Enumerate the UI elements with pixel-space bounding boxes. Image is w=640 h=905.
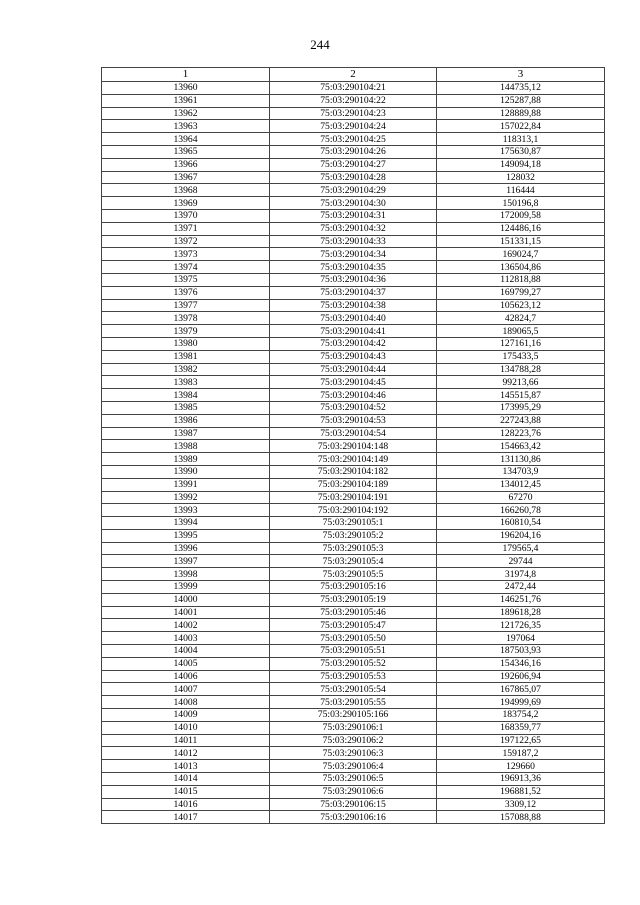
table-row (102, 235, 605, 248)
value-cell: 160810,54 (437, 517, 605, 530)
value-cell: 197064 (437, 632, 605, 645)
cadastral-number-cell: 75:03:290104:28 (270, 171, 437, 184)
cadastral-number-cell: 75:03:290104:43 (270, 350, 437, 363)
table-row (102, 94, 605, 107)
value-cell: 169799,27 (437, 286, 605, 299)
row-number-cell: 13998 (102, 568, 270, 581)
value-cell: 116444 (437, 184, 605, 197)
cadastral-number-cell: 75:03:290106:15 (270, 798, 437, 811)
table-row (102, 747, 605, 760)
table-row (102, 312, 605, 325)
cadastral-number-cell: 75:03:290106:5 (270, 773, 437, 786)
table-row (102, 542, 605, 555)
table-row (102, 721, 605, 734)
row-number-cell: 13973 (102, 248, 270, 261)
table-row (102, 248, 605, 261)
cadastral-number-cell: 75:03:290104:192 (270, 504, 437, 517)
value-cell: 196204,16 (437, 529, 605, 542)
value-cell: 168359,77 (437, 721, 605, 734)
row-number-cell: 13964 (102, 133, 270, 146)
row-number-cell: 13980 (102, 337, 270, 350)
table-row (102, 184, 605, 197)
table-row (102, 414, 605, 427)
page-number: 244 (310, 37, 330, 52)
table-row (102, 811, 605, 824)
table-row (102, 261, 605, 274)
table-row (102, 107, 605, 120)
cadastral-number-cell: 75:03:290104:41 (270, 325, 437, 338)
row-number-cell: 14017 (102, 811, 270, 824)
table-row (102, 197, 605, 210)
value-cell: 175630,87 (437, 145, 605, 158)
table-row (102, 350, 605, 363)
value-cell: 112818,88 (437, 273, 605, 286)
row-number-cell: 13992 (102, 491, 270, 504)
row-number-cell: 14000 (102, 593, 270, 606)
value-cell: 150196,8 (437, 197, 605, 210)
cadastral-number-cell: 75:03:290104:32 (270, 222, 437, 235)
value-cell: 169024,7 (437, 248, 605, 261)
cadastral-number-cell: 75:03:290105:1 (270, 517, 437, 530)
value-cell: 125287,88 (437, 94, 605, 107)
cadastral-number-cell: 75:03:290104:189 (270, 478, 437, 491)
row-number-cell: 13981 (102, 350, 270, 363)
value-cell: 67270 (437, 491, 605, 504)
cadastral-number-cell: 75:03:290106:1 (270, 721, 437, 734)
row-number-cell: 14005 (102, 657, 270, 670)
row-number-cell: 13990 (102, 465, 270, 478)
cadastral-number-cell: 75:03:290104:25 (270, 133, 437, 146)
cadastral-number-cell: 75:03:290105:2 (270, 529, 437, 542)
value-cell: 172009,58 (437, 209, 605, 222)
value-cell: 118313,1 (437, 133, 605, 146)
value-cell: 145515,87 (437, 389, 605, 402)
cadastral-number-cell: 75:03:290104:34 (270, 248, 437, 261)
cadastral-number-cell: 75:03:290104:40 (270, 312, 437, 325)
column-header: 3 (437, 68, 605, 82)
row-number-cell: 14007 (102, 683, 270, 696)
cadastral-number-cell: 75:03:290105:51 (270, 645, 437, 658)
row-number-cell: 13968 (102, 184, 270, 197)
cadastral-number-cell: 75:03:290105:16 (270, 581, 437, 594)
cadastral-number-cell: 75:03:290104:42 (270, 337, 437, 350)
table-row (102, 632, 605, 645)
value-cell: 196913,36 (437, 773, 605, 786)
table-header-row (102, 68, 605, 82)
table-row (102, 389, 605, 402)
row-number-cell: 13962 (102, 107, 270, 120)
table-row (102, 453, 605, 466)
cadastral-number-cell: 75:03:290104:26 (270, 145, 437, 158)
row-number-cell: 13985 (102, 401, 270, 414)
table-row (102, 133, 605, 146)
row-number-cell: 14014 (102, 773, 270, 786)
value-cell: 127161,16 (437, 337, 605, 350)
table-row (102, 773, 605, 786)
row-number-cell: 14003 (102, 632, 270, 645)
value-cell: 192606,94 (437, 670, 605, 683)
value-cell: 167865,07 (437, 683, 605, 696)
table-row (102, 427, 605, 440)
row-number-cell: 13961 (102, 94, 270, 107)
row-number-cell: 13963 (102, 120, 270, 133)
row-number-cell: 14006 (102, 670, 270, 683)
cadastral-number-cell: 75:03:290104:44 (270, 363, 437, 376)
table-row (102, 491, 605, 504)
row-number-cell: 13967 (102, 171, 270, 184)
value-cell: 227243,88 (437, 414, 605, 427)
row-number-cell: 13986 (102, 414, 270, 427)
cadastral-number-cell: 75:03:290104:182 (270, 465, 437, 478)
row-number-cell: 13976 (102, 286, 270, 299)
row-number-cell: 13979 (102, 325, 270, 338)
table-row (102, 158, 605, 171)
row-number-cell: 14008 (102, 696, 270, 709)
cadastral-number-cell: 75:03:290104:30 (270, 197, 437, 210)
value-cell: 124486,16 (437, 222, 605, 235)
table-row (102, 299, 605, 312)
row-number-cell: 13983 (102, 376, 270, 389)
cadastral-number-cell: 75:03:290104:191 (270, 491, 437, 504)
value-cell: 197122,65 (437, 734, 605, 747)
table-row (102, 785, 605, 798)
cadastral-number-cell: 75:03:290104:148 (270, 440, 437, 453)
table-row (102, 401, 605, 414)
row-number-cell: 14010 (102, 721, 270, 734)
row-number-cell: 13969 (102, 197, 270, 210)
cadastral-number-cell: 75:03:290104:54 (270, 427, 437, 440)
cadastral-number-cell: 75:03:290104:23 (270, 107, 437, 120)
table-row (102, 696, 605, 709)
value-cell: 129660 (437, 760, 605, 773)
row-number-cell: 13997 (102, 555, 270, 568)
table-row (102, 645, 605, 658)
value-cell: 196881,52 (437, 785, 605, 798)
value-cell: 194999,69 (437, 696, 605, 709)
value-cell: 154663,42 (437, 440, 605, 453)
column-header: 1 (102, 68, 270, 82)
cadastral-number-cell: 75:03:290106:3 (270, 747, 437, 760)
table-row (102, 619, 605, 632)
cadastral-number-cell: 75:03:290104:36 (270, 273, 437, 286)
cadastral-number-cell: 75:03:290105:47 (270, 619, 437, 632)
value-cell: 189618,28 (437, 606, 605, 619)
value-cell: 128889,88 (437, 107, 605, 120)
value-cell: 29744 (437, 555, 605, 568)
row-number-cell: 14016 (102, 798, 270, 811)
row-number-cell: 13972 (102, 235, 270, 248)
cadastral-number-cell: 75:03:290104:52 (270, 401, 437, 414)
table-row (102, 325, 605, 338)
value-cell: 136504,86 (437, 261, 605, 274)
cadastral-number-cell: 75:03:290104:37 (270, 286, 437, 299)
value-cell: 187503,93 (437, 645, 605, 658)
cadastral-number-cell: 75:03:290105:55 (270, 696, 437, 709)
cadastral-number-cell: 75:03:290104:31 (270, 209, 437, 222)
table-row (102, 478, 605, 491)
value-cell: 3309,12 (437, 798, 605, 811)
cadastral-number-cell: 75:03:290106:2 (270, 734, 437, 747)
value-cell: 121726,35 (437, 619, 605, 632)
row-number-cell: 13999 (102, 581, 270, 594)
row-number-cell: 13993 (102, 504, 270, 517)
cadastral-number-cell: 75:03:290104:45 (270, 376, 437, 389)
table-row (102, 273, 605, 286)
row-number-cell: 13991 (102, 478, 270, 491)
cadastral-number-cell: 75:03:290106:16 (270, 811, 437, 824)
value-cell: 146251,76 (437, 593, 605, 606)
table-row (102, 517, 605, 530)
value-cell: 149094,18 (437, 158, 605, 171)
value-cell: 128032 (437, 171, 605, 184)
table-row (102, 465, 605, 478)
cadastral-number-cell: 75:03:290105:53 (270, 670, 437, 683)
value-cell: 154346,16 (437, 657, 605, 670)
table-row (102, 760, 605, 773)
data-table (101, 67, 605, 824)
table-row (102, 529, 605, 542)
value-cell: 31974,8 (437, 568, 605, 581)
row-number-cell: 13971 (102, 222, 270, 235)
row-number-cell: 13960 (102, 82, 270, 95)
value-cell: 131130,86 (437, 453, 605, 466)
value-cell: 42824,7 (437, 312, 605, 325)
value-cell: 159187,2 (437, 747, 605, 760)
value-cell: 189065,5 (437, 325, 605, 338)
cadastral-number-cell: 75:03:290104:46 (270, 389, 437, 402)
cadastral-number-cell: 75:03:290106:6 (270, 785, 437, 798)
value-cell: 179565,4 (437, 542, 605, 555)
value-cell: 2472,44 (437, 581, 605, 594)
cadastral-number-cell: 75:03:290104:27 (270, 158, 437, 171)
row-number-cell: 14009 (102, 709, 270, 722)
table-row (102, 683, 605, 696)
cadastral-number-cell: 75:03:290105:3 (270, 542, 437, 555)
row-number-cell: 13994 (102, 517, 270, 530)
table-row (102, 376, 605, 389)
row-number-cell: 14012 (102, 747, 270, 760)
table-row (102, 363, 605, 376)
row-number-cell: 14004 (102, 645, 270, 658)
table-row (102, 593, 605, 606)
cadastral-number-cell: 75:03:290104:35 (270, 261, 437, 274)
row-number-cell: 13988 (102, 440, 270, 453)
cadastral-number-cell: 75:03:290105:54 (270, 683, 437, 696)
value-cell: 157022,84 (437, 120, 605, 133)
cadastral-number-cell: 75:03:290104:21 (270, 82, 437, 95)
row-number-cell: 13989 (102, 453, 270, 466)
value-cell: 175433,5 (437, 350, 605, 363)
cadastral-number-cell: 75:03:290104:149 (270, 453, 437, 466)
table-row (102, 670, 605, 683)
row-number-cell: 13995 (102, 529, 270, 542)
cadastral-number-cell: 75:03:290105:52 (270, 657, 437, 670)
row-number-cell: 14011 (102, 734, 270, 747)
cadastral-number-cell: 75:03:290105:46 (270, 606, 437, 619)
row-number-cell: 13965 (102, 145, 270, 158)
value-cell: 128223,76 (437, 427, 605, 440)
cadastral-number-cell: 75:03:290104:38 (270, 299, 437, 312)
value-cell: 183754,2 (437, 709, 605, 722)
cadastral-number-cell: 75:03:290104:24 (270, 120, 437, 133)
table-row (102, 606, 605, 619)
row-number-cell: 13987 (102, 427, 270, 440)
table-row (102, 798, 605, 811)
value-cell: 151331,15 (437, 235, 605, 248)
column-header: 2 (270, 68, 437, 82)
value-cell: 134703,9 (437, 465, 605, 478)
value-cell: 144735,12 (437, 82, 605, 95)
cadastral-number-cell: 75:03:290105:5 (270, 568, 437, 581)
cadastral-number-cell: 75:03:290104:33 (270, 235, 437, 248)
table-row (102, 209, 605, 222)
value-cell: 157088,88 (437, 811, 605, 824)
cadastral-number-cell: 75:03:290104:22 (270, 94, 437, 107)
row-number-cell: 13974 (102, 261, 270, 274)
row-number-cell: 13978 (102, 312, 270, 325)
row-number-cell: 14013 (102, 760, 270, 773)
row-number-cell: 14002 (102, 619, 270, 632)
table-row (102, 568, 605, 581)
row-number-cell: 13977 (102, 299, 270, 312)
table-row (102, 145, 605, 158)
row-number-cell: 13975 (102, 273, 270, 286)
table-row (102, 337, 605, 350)
value-cell: 99213,66 (437, 376, 605, 389)
value-cell: 166260,78 (437, 504, 605, 517)
table-row (102, 581, 605, 594)
value-cell: 134012,45 (437, 478, 605, 491)
cadastral-number-cell: 75:03:290105:166 (270, 709, 437, 722)
table-row (102, 504, 605, 517)
table-row (102, 734, 605, 747)
cadastral-number-cell: 75:03:290104:29 (270, 184, 437, 197)
table-row (102, 555, 605, 568)
row-number-cell: 13982 (102, 363, 270, 376)
cadastral-number-cell: 75:03:290106:4 (270, 760, 437, 773)
table-body (102, 82, 605, 824)
cadastral-number-cell: 75:03:290105:19 (270, 593, 437, 606)
table-row (102, 440, 605, 453)
table-row (102, 709, 605, 722)
cadastral-number-cell: 75:03:290105:4 (270, 555, 437, 568)
value-cell: 105623,12 (437, 299, 605, 312)
row-number-cell: 13996 (102, 542, 270, 555)
table-row (102, 120, 605, 133)
table-row (102, 286, 605, 299)
cadastral-number-cell: 75:03:290105:50 (270, 632, 437, 645)
value-cell: 134788,28 (437, 363, 605, 376)
row-number-cell: 14015 (102, 785, 270, 798)
row-number-cell: 13970 (102, 209, 270, 222)
cadastral-number-cell: 75:03:290104:53 (270, 414, 437, 427)
table-row (102, 657, 605, 670)
row-number-cell: 13984 (102, 389, 270, 402)
table-row (102, 82, 605, 95)
row-number-cell: 13966 (102, 158, 270, 171)
table-row (102, 222, 605, 235)
row-number-cell: 14001 (102, 606, 270, 619)
value-cell: 173995,29 (437, 401, 605, 414)
table-row (102, 171, 605, 184)
